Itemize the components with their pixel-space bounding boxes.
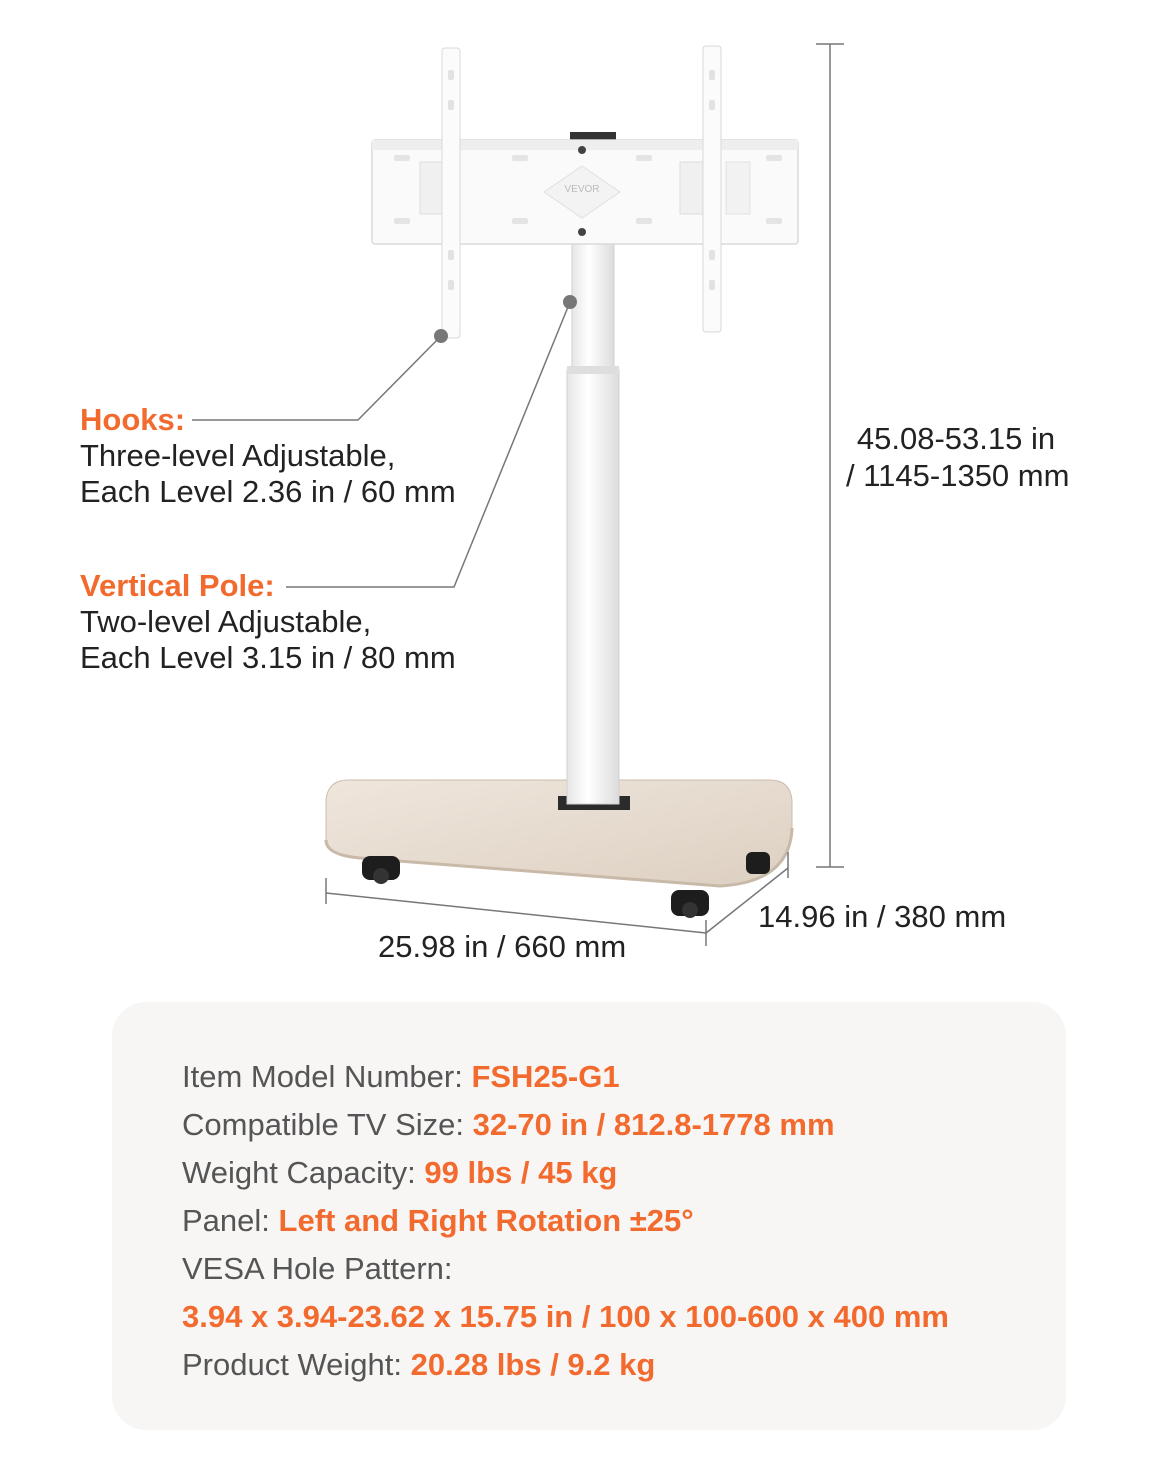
spec-tv-size-label: Compatible TV Size: [182, 1107, 473, 1142]
spec-capacity [182, 1154, 617, 1192]
height-dimension-line [816, 44, 844, 867]
hooks-desc-line1: Three-level Adjustable, [80, 438, 396, 473]
width-dimension-label: 25.98 in / 660 mm [378, 929, 627, 964]
spec-panel-value: Left and Right Rotation ±25° [278, 1203, 694, 1238]
brand-logo: VEVOR [564, 184, 600, 195]
height-inches: 45.08-53.15 in [856, 421, 1056, 456]
spec-capacity-value: 99 lbs / 45 kg [424, 1155, 618, 1190]
spec-weight [182, 1346, 655, 1384]
hooks-desc-line2: Each Level 2.36 in / 60 mm [80, 474, 456, 509]
spec-vesa-value: 3.94 x 3.94-23.62 x 15.75 in / 100 x 100-600 x 400 mm [182, 1299, 949, 1334]
spec-vesa-label: VESA Hole Pattern: [182, 1251, 453, 1286]
wheel [746, 852, 770, 874]
spec-panel [112, 1002, 1066, 1430]
height-dimension-label [846, 420, 1070, 494]
spec-panel-label: Panel: [182, 1203, 279, 1238]
spec-model-label: Item Model Number: [182, 1059, 472, 1094]
spec-weight-label: Product Weight: [182, 1347, 411, 1382]
spec-tv-size [182, 1106, 835, 1144]
spec-capacity-label: Weight Capacity: [182, 1155, 425, 1190]
spec-weight-value: 20.28 lbs / 9.2 kg [410, 1347, 656, 1382]
hooks-callout [80, 402, 456, 510]
pole-title: Vertical Pole: [80, 568, 275, 603]
hooks-title: Hooks: [80, 402, 186, 437]
wheel [362, 856, 400, 884]
right-hook [703, 46, 721, 332]
pole-desc-line2: Each Level 3.15 in / 80 mm [80, 640, 456, 675]
spec-model [182, 1058, 620, 1096]
spec-panel-rotation [182, 1202, 694, 1240]
spec-tv-size-value: 32-70 in / 812.8-1778 mm [472, 1107, 835, 1142]
pole-desc-line1: Two-level Adjustable, [80, 604, 372, 639]
wheel [671, 890, 709, 918]
vertical-pole [558, 230, 630, 810]
spec-vesa [182, 1298, 949, 1336]
depth-dimension-label: 14.96 in / 380 mm [758, 899, 1007, 934]
pole-callout [80, 568, 456, 676]
spec-model-value: FSH25-G1 [471, 1059, 620, 1094]
height-mm: / 1145-1350 mm [846, 458, 1070, 493]
left-hook [442, 48, 460, 338]
